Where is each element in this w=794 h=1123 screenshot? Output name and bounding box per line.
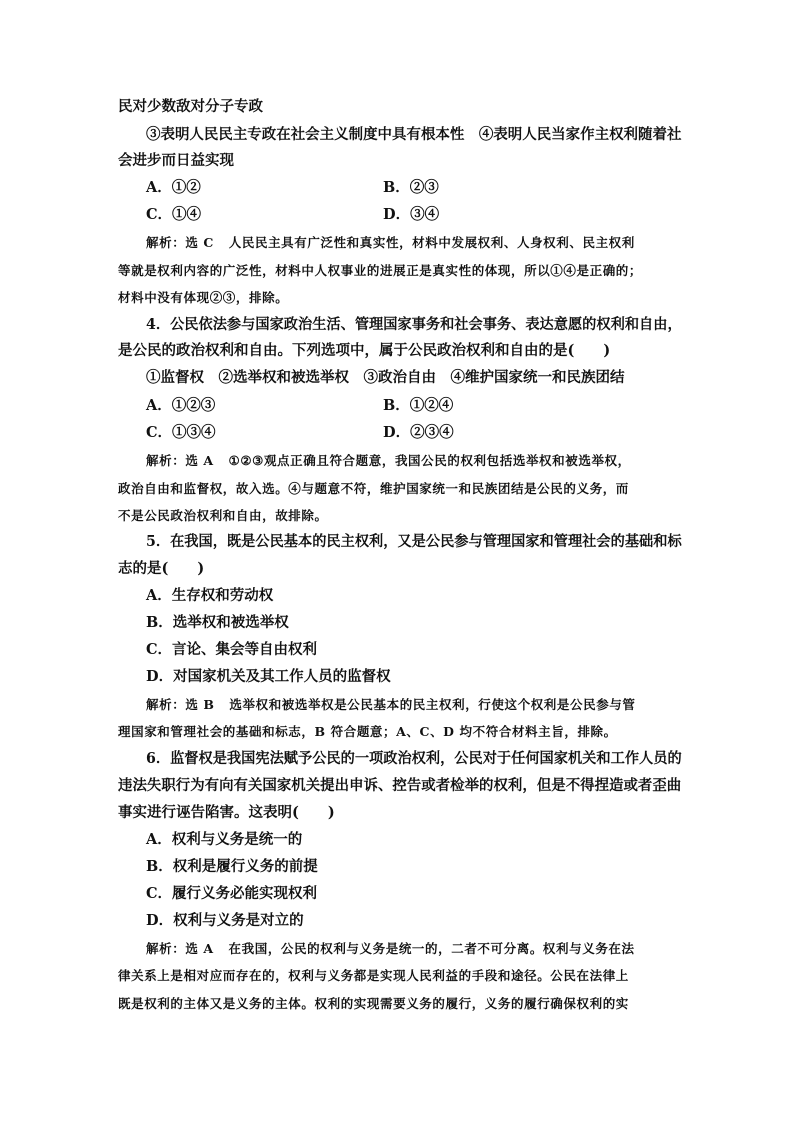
q4-stem: 4．公民依法参与国家政治生活、管理国家事务和社会事务、表达意愿的权利和自由， bbox=[146, 316, 682, 333]
explanation-text: ①②③观点正确且符合题意，我国公民的权利包括选举权和被选举权， bbox=[228, 453, 631, 468]
q3-explanation-line bbox=[146, 233, 635, 253]
q5-option-d: D．对国家机关及其工作人员的监督权 bbox=[146, 668, 391, 685]
answer-choice: 选 B bbox=[185, 697, 215, 712]
q6-explanation-line: 既是权利的主体又是义务的主体。权利的实现需要义务的履行，义务的履行确保权利的实 bbox=[118, 996, 629, 1011]
q4-explanation-line: 政治自由和监督权，故入选。④与题意不符，维护国家统一和民族团结是公民的义务，而 bbox=[118, 481, 629, 496]
answer-choice: 选 A bbox=[185, 453, 214, 468]
q3-option-c: C．①④ bbox=[146, 206, 202, 223]
q3-explanation-line: 材料中没有体现②③，排除。 bbox=[118, 290, 289, 305]
answer-choice: 选 A bbox=[185, 941, 214, 956]
q4-statements: ①监督权 ②选举权和被选举权 ③政治自由 ④维护国家统一和民族团结 bbox=[146, 369, 625, 386]
explanation-label: 解析： bbox=[146, 697, 186, 712]
q4-option-b: B．①②④ bbox=[383, 397, 454, 414]
explanation-text: 人民民主具有广泛性和真实性，材料中发展权利、人身权利、民主权利 bbox=[228, 235, 635, 250]
q4-explanation-line bbox=[146, 451, 631, 471]
q3-explanation-line: 等就是权利内容的广泛性，材料中人权事业的进展正是真实性的体现，所以①④是正确的； bbox=[118, 263, 643, 278]
q3-statement-line: ③表明人民民主专政在社会主义制度中具有根本性 ④表明人民当家作主权利随着社 bbox=[146, 126, 682, 143]
explanation-label: 解析： bbox=[146, 453, 186, 468]
q6-option-c: C．履行义务必能实现权利 bbox=[146, 885, 318, 902]
q5-explanation-line bbox=[146, 695, 636, 715]
q5-option-b: B．选举权和被选举权 bbox=[146, 614, 289, 631]
q6-option-a: A．权利与义务是统一的 bbox=[146, 831, 303, 848]
q5-stem: 志的是( ) bbox=[118, 560, 205, 577]
q6-explanation-line bbox=[146, 939, 635, 959]
q4-option-d: D．②③④ bbox=[383, 424, 454, 441]
q3-stem-continuation: 民对少数敌对分子专政 bbox=[118, 98, 263, 115]
q3-option-b: B．②③ bbox=[383, 179, 439, 196]
explanation-label: 解析： bbox=[146, 235, 186, 250]
q6-stem: 违法失职行为有向有关国家机关提出申诉、控告或者检举的权利，但是不得捏造或者歪曲 bbox=[118, 777, 682, 794]
q4-stem: 是公民的政治权利和自由。下列选项中，属于公民政治权利和自由的是( ) bbox=[118, 342, 611, 359]
q5-explanation-line: 理国家和管理社会的基础和标志，B 符合题意；A、C、D 均不符合材料主旨，排除。 bbox=[118, 724, 617, 739]
q6-explanation-line: 律关系上是相对应而存在的，权利与义务都是实现人民利益的手段和途径。公民在法律上 bbox=[118, 968, 629, 983]
q4-option-a: A．①②③ bbox=[146, 397, 216, 414]
q3-option-d: D．③④ bbox=[383, 206, 440, 223]
q5-option-a: A．生存权和劳动权 bbox=[146, 587, 274, 604]
q3-statement-line: 会进步而日益实现 bbox=[118, 152, 234, 169]
q6-stem: 事实进行诬告陷害。这表明( ) bbox=[118, 804, 335, 821]
q6-stem: 6．监督权是我国宪法赋予公民的一项政治权利，公民对于任何国家机关和工作人员的 bbox=[146, 750, 682, 767]
q6-option-d: D．权利与义务是对立的 bbox=[146, 912, 304, 929]
explanation-text: 选举权和被选举权是公民基本的民主权利，行使这个权利是公民参与管 bbox=[229, 697, 636, 712]
explanation-text: 在我国，公民的权利与义务是统一的，二者不可分离。权利与义务在法 bbox=[228, 941, 635, 956]
q5-option-c: C．言论、集会等自由权利 bbox=[146, 641, 318, 658]
q5-stem: 5．在我国，既是公民基本的民主权利，又是公民参与管理国家和管理社会的基础和标 bbox=[146, 533, 682, 550]
answer-choice: 选 C bbox=[185, 235, 214, 250]
q4-option-c: C．①③④ bbox=[146, 424, 216, 441]
q4-explanation-line: 不是公民政治权利和自由，故排除。 bbox=[118, 508, 328, 523]
explanation-label: 解析： bbox=[146, 941, 186, 956]
q3-option-a: A．①② bbox=[146, 179, 201, 196]
q6-option-b: B．权利是履行义务的前提 bbox=[146, 858, 318, 875]
